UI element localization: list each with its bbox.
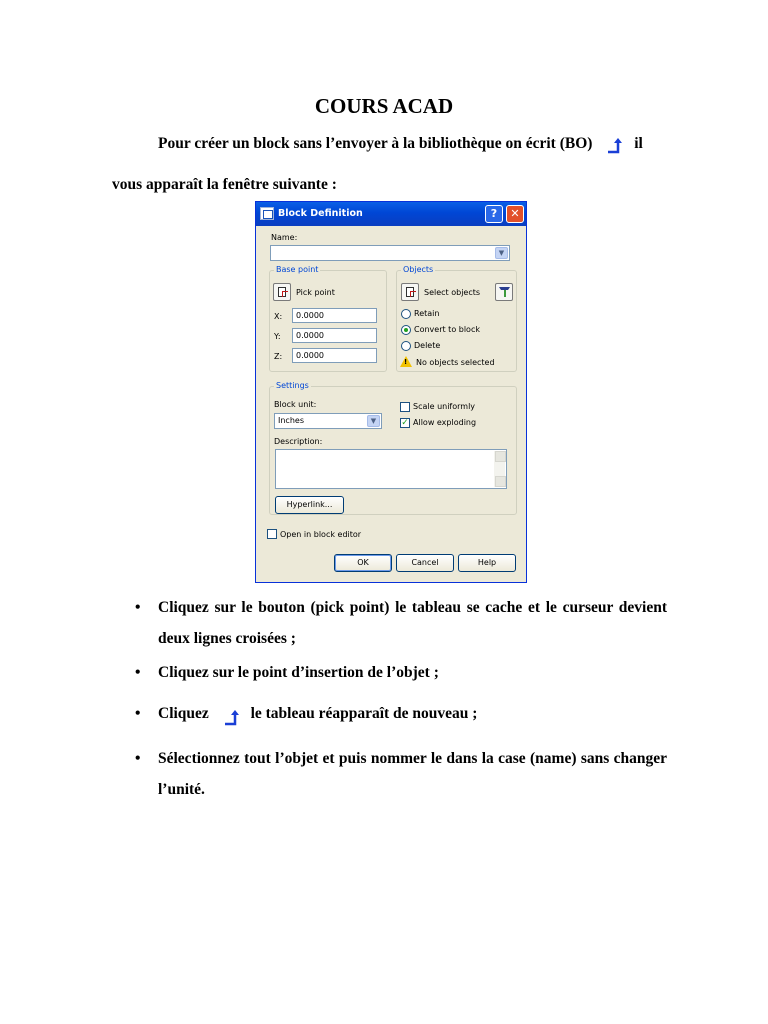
dialog-titlebar[interactable] xyxy=(256,202,526,226)
bullet-3-prefix: Cliquez xyxy=(158,705,209,722)
z-label: Z: xyxy=(274,352,283,361)
block-unit-value: Inches xyxy=(278,416,304,425)
y-field[interactable] xyxy=(292,328,377,343)
select-objects-icon xyxy=(406,287,414,297)
delete-radio[interactable] xyxy=(401,341,411,351)
bullet-3-text: le tableau réapparaît de nouveau ; xyxy=(250,705,478,722)
base-point-group xyxy=(269,265,387,372)
select-objects-label: Select objects xyxy=(424,288,481,297)
close-icon[interactable]: ✕ xyxy=(506,205,524,223)
scale-uniformly-checkbox[interactable] xyxy=(400,402,410,412)
block-unit-select[interactable] xyxy=(274,413,382,429)
intro-line-1 xyxy=(158,135,643,154)
bullet-4-text: Sélectionnez tout l’objet et puis nommer le dans la case (name) sans changer l’unité. xyxy=(158,750,667,798)
retain-label: Retain xyxy=(414,309,440,318)
objects-group xyxy=(396,265,517,372)
intro-text-end: il xyxy=(634,135,643,152)
enter-arrow-icon xyxy=(223,710,239,726)
delete-label: Delete xyxy=(414,341,441,350)
description-field[interactable] xyxy=(275,449,507,489)
z-field[interactable] xyxy=(292,348,377,363)
name-label: Name: xyxy=(271,233,298,242)
page-title: COURS ACAD xyxy=(314,94,454,118)
hyperlink-button[interactable]: Hyperlink... xyxy=(275,496,344,514)
list-item xyxy=(135,743,667,805)
allow-exploding-checkbox[interactable]: ✓ xyxy=(401,418,409,428)
enter-arrow-icon xyxy=(606,138,622,154)
help-button[interactable]: Help xyxy=(458,554,516,572)
quick-select-button[interactable] xyxy=(495,283,513,301)
ok-button[interactable]: OK xyxy=(334,554,392,572)
settings-group xyxy=(269,381,517,515)
description-label: Description: xyxy=(274,437,323,446)
bullet-2-text: Cliquez sur le point d’insertion de l’objet ; xyxy=(158,664,439,681)
intro-code: BO xyxy=(564,135,588,152)
convert-to-block-radio[interactable] xyxy=(401,325,411,335)
pick-point-button[interactable] xyxy=(273,283,291,301)
list-item xyxy=(135,592,667,654)
app-icon xyxy=(260,207,274,220)
z-value: 0.0000 xyxy=(296,351,324,360)
scale-uniformly-label: Scale uniformly xyxy=(413,402,476,411)
pick-point-icon xyxy=(278,287,286,297)
open-in-block-editor-checkbox[interactable] xyxy=(267,529,277,539)
objects-status: No objects selected xyxy=(416,358,495,367)
x-field[interactable] xyxy=(292,308,377,323)
list-item xyxy=(135,698,667,729)
bullet-1-text: Cliquez sur le bouton (pick point) le tableau se cache et le curseur devient deux lignes croisées ; xyxy=(158,599,667,647)
intro-text-a: Pour créer un block sans l’envoyer à la bibliothèque on écrit ( xyxy=(158,135,565,152)
settings-title: Settings xyxy=(276,381,309,390)
chevron-down-icon[interactable]: ▼ xyxy=(495,247,508,259)
block-definition-dialog xyxy=(255,201,527,583)
intro-text-b: ) xyxy=(587,135,593,152)
help-icon[interactable]: ? xyxy=(485,205,503,223)
block-unit-label: Block unit: xyxy=(274,400,317,409)
cancel-button[interactable]: Cancel xyxy=(396,554,454,572)
objects-title: Objects xyxy=(403,265,434,274)
allow-exploding-label: Allow exploding xyxy=(413,418,477,427)
intro-line-2: vous apparaît la fenêtre suivante : xyxy=(112,176,337,193)
x-label: X: xyxy=(274,312,283,321)
x-value: 0.0000 xyxy=(296,311,324,320)
y-label: Y: xyxy=(274,332,281,341)
open-in-block-editor-label: Open in block editor xyxy=(280,530,362,539)
pick-point-label: Pick point xyxy=(296,288,335,297)
name-combobox[interactable] xyxy=(270,245,510,261)
base-point-title: Base point xyxy=(276,265,319,274)
quick-select-icon-stem xyxy=(504,290,506,297)
retain-radio[interactable] xyxy=(401,309,411,319)
list-item xyxy=(135,657,667,688)
description-scrollbar[interactable] xyxy=(494,451,505,487)
convert-to-block-label: Convert to block xyxy=(414,325,480,334)
dialog-title: Block Definition xyxy=(278,208,363,219)
y-value: 0.0000 xyxy=(296,331,324,340)
instruction-list xyxy=(135,592,667,805)
warning-icon: ! xyxy=(400,356,412,367)
chevron-down-icon[interactable]: ▼ xyxy=(367,415,380,427)
select-objects-button[interactable] xyxy=(401,283,419,301)
